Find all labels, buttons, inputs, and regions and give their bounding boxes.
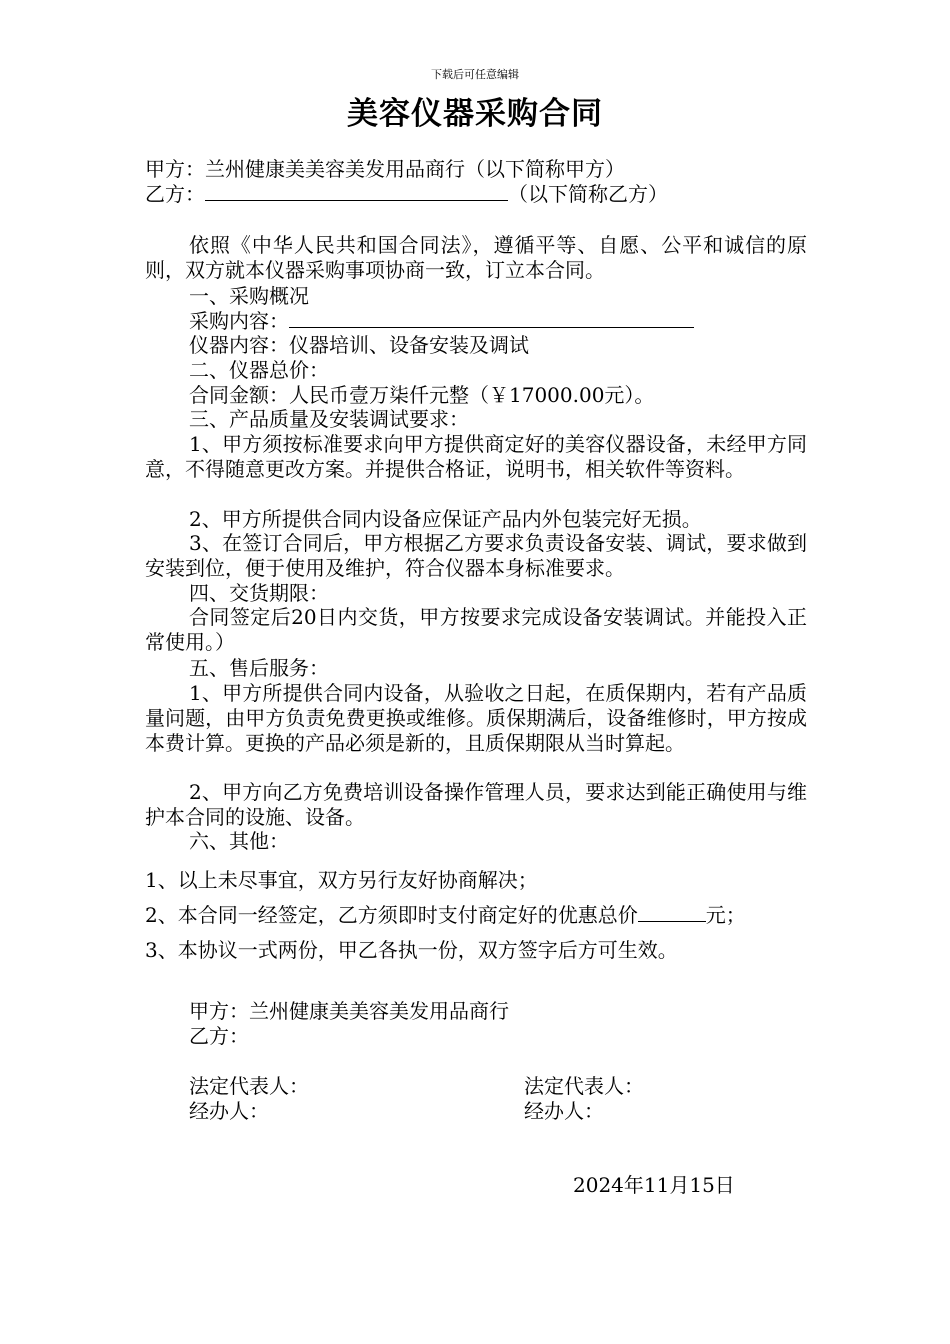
section-1-heading: 一、采购概况 [189, 284, 309, 308]
agent-left: 经办人： [189, 1099, 269, 1123]
party-b-label: 乙方： [145, 182, 205, 206]
section-4-text: 合同签定后20日内交货，甲方按要求完成设备安装调试。并能投入正常使用。） [145, 605, 807, 654]
legal-representative-right: 法定代表人： [524, 1074, 644, 1098]
contract-title: 美容仪器采购合同 [347, 96, 603, 132]
section-4-heading: 四、交货期限： [189, 581, 329, 605]
signature-party-a: 甲方：兰州健康美美容美发用品商行 [189, 999, 509, 1023]
party-b-line [145, 182, 668, 207]
section-5-item-1: 1、甲方所提供合同内设备，从验收之日起，在质保期内，若有产品质量问题，由甲方负责免费更换或维修。质保期满后，设备维修时，甲方按成本费计算。更换的产品必须是新的，且质保期限从当时算起。 [145, 681, 807, 755]
instrument-content: 仪器内容：仪器培训、设备安装及调试 [189, 333, 529, 357]
signature-party-b: 乙方： [189, 1024, 249, 1048]
section-6-item-2-prefix: 2、本合同一经签定，乙方须即时支付商定好的优惠总价 [145, 903, 638, 927]
contract-date: 2024年11月15日 [573, 1173, 735, 1197]
section-6-item-2-suffix: 元； [705, 903, 746, 927]
purchase-content-label: 采购内容： [189, 309, 289, 333]
section-3-item-2: 2、甲方所提供合同内设备应保证产品内外包装完好无损。 [189, 507, 702, 531]
section-3-item-3: 3、在签订合同后，甲方根据乙方要求负责设备安装、调试，要求做到安装到位，便于使用及维护，符合仪器本身标准要求。 [145, 531, 807, 580]
section-5-item-2: 2、甲方向乙方免费培训设备操作管理人员，要求达到能正确使用与维护本合同的设施、设备。 [145, 780, 807, 829]
purchase-content-line [189, 309, 694, 334]
party-a-line: 甲方：兰州健康美美容美发用品商行（以下简称甲方） [145, 157, 625, 181]
section-3-heading: 三、产品质量及安装调试要求： [189, 407, 469, 431]
purchase-content-blank [289, 309, 694, 328]
section-3-item-1: 1、甲方须按标准要求向甲方提供商定好的美容仪器设备，未经甲方同意，不得随意更改方案。并提供合格证，说明书，相关软件等资料。 [145, 432, 807, 481]
legal-representative-left: 法定代表人： [189, 1074, 309, 1098]
party-b-suffix: （以下简称乙方） [508, 182, 668, 206]
agent-right: 经办人： [524, 1099, 604, 1123]
section-6-item-1: 1、以上未尽事宜，双方另行友好协商解决； [145, 868, 538, 892]
intro-paragraph: 依照《中华人民共和国合同法》，遵循平等、自愿、公平和诚信的原则，双方就本仪器采购事项协商一致，订立本合同。 [145, 233, 807, 282]
section-6-item-2 [145, 903, 746, 928]
section-6-heading: 六、其他： [189, 829, 289, 853]
party-b-blank [205, 182, 508, 201]
contract-amount: 合同金额：人民币壹万柒仟元整（￥17000.00元）。 [189, 383, 655, 407]
header-note: 下载后可任意编辑 [431, 68, 519, 81]
section-5-heading: 五、售后服务： [189, 656, 329, 680]
section-6-item-3: 3、本协议一式两份，甲乙各执一份，双方签字后方可生效。 [145, 938, 678, 962]
discount-price-blank [638, 903, 706, 922]
section-2-heading: 二、仪器总价： [189, 358, 329, 382]
